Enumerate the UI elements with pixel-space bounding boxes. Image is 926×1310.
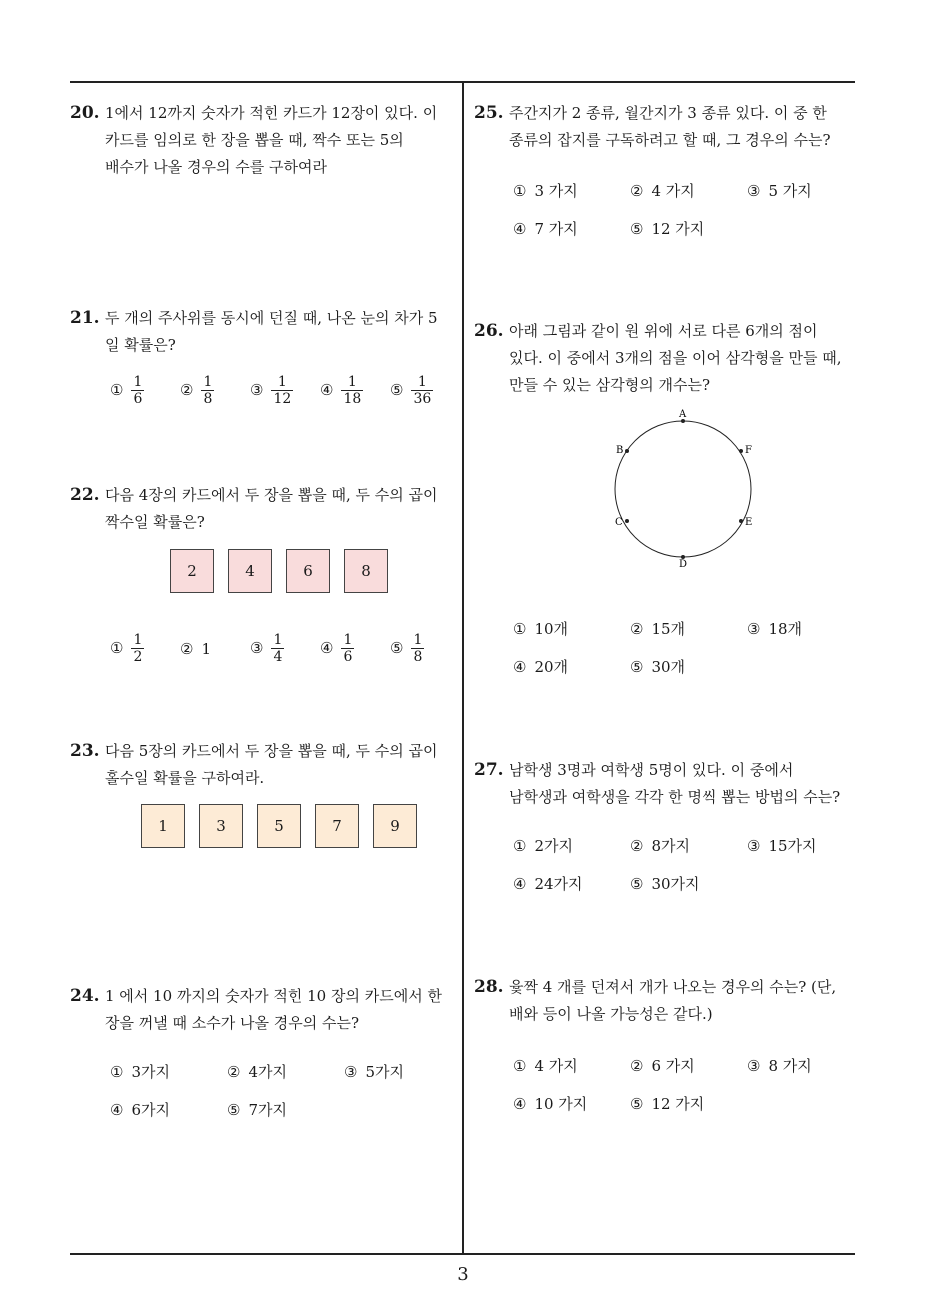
question-text: 종류의 잡지를 구독하려고 할 때, 그 경우의 수는? — [509, 131, 831, 149]
option-4[interactable]: ④ 10 가지 — [513, 1095, 588, 1113]
option-4[interactable]: ④ 20개 — [513, 658, 569, 676]
question-20 — [70, 100, 455, 181]
option-5[interactable]: ⑤ 7가지 — [227, 1101, 287, 1119]
option-1[interactable]: ① 10개 — [513, 620, 569, 638]
option-5[interactable]: ⑤ $\frac{1}{36}$ — [390, 374, 432, 407]
question-text: 배수가 나올 경우의 수를 구하여라 — [105, 158, 327, 176]
point-label-f: F — [745, 445, 752, 456]
point-label-e: E — [745, 517, 753, 528]
number-card: 5 — [257, 804, 301, 848]
question-number: 20. — [70, 103, 100, 123]
question-number: 26. — [474, 321, 504, 341]
question-text: 있다. 이 중에서 3개의 점을 이어 삼각형을 만들 때, — [509, 349, 842, 367]
option-1[interactable]: ① 3가지 — [110, 1063, 170, 1081]
question-number: 28. — [474, 977, 504, 997]
bottom-rule — [70, 1253, 855, 1255]
option-5[interactable]: ⑤ 30개 — [630, 658, 686, 676]
option-1[interactable]: ① $\frac{1}{2}$ — [110, 632, 143, 665]
question-text: 두 개의 주사위를 동시에 던질 때, 나온 눈의 차가 5 — [105, 309, 438, 327]
number-card: 9 — [373, 804, 417, 848]
option-3[interactable]: ③ 15가지 — [747, 837, 817, 855]
option-3[interactable]: ③ $\frac{1}{12}$ — [250, 374, 292, 407]
option-4[interactable]: ④ $\frac{1}{6}$ — [320, 632, 353, 665]
question-number: 24. — [70, 986, 100, 1006]
question-text: 카드를 임의로 한 장을 뽑을 때, 짝수 또는 5의 — [105, 131, 404, 149]
question-text: 짝수일 확률은? — [105, 513, 205, 531]
option-5[interactable]: ⑤ $\frac{1}{8}$ — [390, 632, 423, 665]
option-4[interactable]: ④ 24가지 — [513, 875, 583, 893]
question-28 — [474, 974, 859, 1028]
option-2[interactable]: ② $\frac{1}{8}$ — [180, 374, 213, 407]
point-e — [739, 519, 743, 523]
number-card: 2 — [170, 549, 214, 593]
page-number: 3 — [457, 1264, 469, 1285]
question-23 — [70, 738, 455, 792]
option-4[interactable]: ④ 7 가지 — [513, 220, 578, 238]
question-text: 일 확률은? — [105, 336, 176, 354]
option-2[interactable]: ② 6 가지 — [630, 1057, 695, 1075]
option-3[interactable]: ③ 5 가지 — [747, 182, 812, 200]
question-text: 배와 등이 나올 가능성은 같다.) — [509, 1005, 713, 1023]
option-2[interactable]: ② 1 — [180, 640, 211, 658]
option-1[interactable]: ① 2가지 — [513, 837, 573, 855]
number-card: 4 — [228, 549, 272, 593]
number-card: 8 — [344, 549, 388, 593]
column-divider — [462, 81, 464, 1255]
point-b — [625, 449, 629, 453]
question-21 — [70, 305, 455, 359]
point-label-c: C — [615, 517, 623, 528]
question-text: 홀수일 확률을 구하여라. — [105, 769, 265, 787]
option-3[interactable]: ③ 5가지 — [344, 1063, 404, 1081]
option-2[interactable]: ② 8가지 — [630, 837, 690, 855]
number-card: 3 — [199, 804, 243, 848]
option-1[interactable]: ① 3 가지 — [513, 182, 578, 200]
option-3[interactable]: ③ 18개 — [747, 620, 803, 638]
question-number: 27. — [474, 760, 504, 780]
question-text: 1에서 12까지 숫자가 적힌 카드가 12장이 있다. 이 — [105, 104, 438, 122]
option-1[interactable]: ① 4 가지 — [513, 1057, 578, 1075]
option-2[interactable]: ② 4가지 — [227, 1063, 287, 1081]
question-text: 1 에서 10 까지의 숫자가 적힌 10 장의 카드에서 한 — [105, 987, 442, 1005]
question-text: 남학생과 여학생을 각각 한 명씩 뽑는 방법의 수는? — [509, 788, 841, 806]
circle-diagram — [605, 405, 765, 570]
point-label-b: B — [616, 445, 624, 456]
option-4[interactable]: ④ $\frac{1}{18}$ — [320, 374, 362, 407]
option-3[interactable]: ③ $\frac{1}{4}$ — [250, 632, 283, 665]
question-text: 남학생 3명과 여학생 5명이 있다. 이 중에서 — [509, 761, 794, 779]
question-27 — [474, 757, 859, 811]
option-1[interactable]: ① $\frac{1}{6}$ — [110, 374, 143, 407]
question-25 — [474, 100, 859, 154]
question-number: 23. — [70, 741, 100, 761]
option-5[interactable]: ⑤ 30가지 — [630, 875, 700, 893]
question-text: 장을 꺼낼 때 소수가 나올 경우의 수는? — [105, 1014, 360, 1032]
point-f — [739, 449, 743, 453]
point-label-d: D — [679, 559, 688, 570]
question-text: 만들 수 있는 삼각형의 개수는? — [509, 376, 710, 394]
question-number: 21. — [70, 308, 100, 328]
number-card: 7 — [315, 804, 359, 848]
question-text: 다음 4장의 카드에서 두 장을 뽑을 때, 두 수의 곱이 — [105, 486, 438, 504]
question-24 — [70, 983, 455, 1037]
question-number: 22. — [70, 485, 100, 505]
point-c — [625, 519, 629, 523]
option-2[interactable]: ② 15개 — [630, 620, 686, 638]
option-3[interactable]: ③ 8 가지 — [747, 1057, 812, 1075]
option-5[interactable]: ⑤ 12 가지 — [630, 220, 705, 238]
option-5[interactable]: ⑤ 12 가지 — [630, 1095, 705, 1113]
question-26 — [474, 318, 859, 399]
point-label-a: A — [679, 409, 687, 420]
number-card: 1 — [141, 804, 185, 848]
option-4[interactable]: ④ 6가지 — [110, 1101, 170, 1119]
question-text: 주간지가 2 종류, 월간지가 3 종류 있다. 이 중 한 — [509, 104, 827, 122]
question-text: 윷짝 4 개를 던져서 개가 나오는 경우의 수는? (단, — [509, 978, 837, 996]
number-card: 6 — [286, 549, 330, 593]
option-2[interactable]: ② 4 가지 — [630, 182, 695, 200]
question-22 — [70, 482, 455, 536]
question-text: 아래 그림과 같이 원 위에 서로 다른 6개의 점이 — [509, 322, 818, 340]
question-number: 25. — [474, 103, 504, 123]
circle-outline — [615, 421, 751, 557]
question-text: 다음 5장의 카드에서 두 장을 뽑을 때, 두 수의 곱이 — [105, 742, 438, 760]
